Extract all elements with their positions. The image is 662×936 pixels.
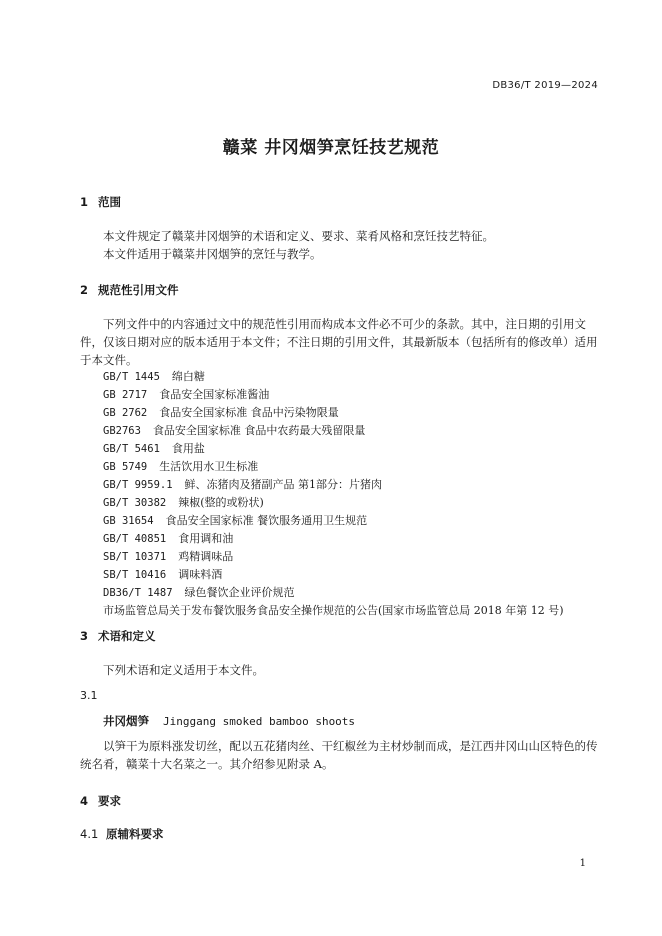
section-title: 范围	[98, 195, 121, 209]
section-number: 1	[80, 195, 89, 209]
term-definition: 以笋干为原料涨发切丝，配以五花猪肉丝、干红椒丝为主材炒制而成，是江西井冈山山区特色的传统名肴，赣菜十大名菜之一。其介绍参见附录 A。	[80, 739, 598, 771]
scope-paragraph-2: 本文件适用于赣菜井冈烟笋的烹饪与教学。	[103, 247, 322, 261]
section-3-heading	[80, 628, 156, 644]
section-title: 规范性引用文件	[98, 283, 179, 297]
reference-item: GB/T 40851 食用调和油	[103, 532, 234, 545]
term-chinese: 井冈烟笋	[103, 714, 149, 728]
subsection-title: 原辅料要求	[106, 827, 164, 841]
term-english: Jinggang smoked bamboo shoots	[163, 715, 356, 728]
normative-intro: 下列文件中的内容通过文中的规范性引用而构成本文件必不可少的条款。其中，注日期的引用文件，仅该日期对应的版本适用于本文件；不注日期的引用文件，其最新版本（包括所有的修改单）适用于本文件。	[80, 317, 598, 367]
reference-item: SB/T 10416 调味料酒	[103, 568, 223, 581]
reference-item: GB/T 5461 食用盐	[103, 442, 205, 455]
document-title: 赣菜 井冈烟笋烹饪技艺规范	[222, 138, 440, 158]
section-number: 3	[80, 629, 89, 643]
reference-item: GB 2762 食品安全国家标准 食品中污染物限量	[103, 406, 339, 419]
subsection-number: 4.1	[80, 827, 99, 841]
scope-paragraph-1: 本文件规定了赣菜井冈烟笋的术语和定义、要求、菜肴风格和烹饪技艺特征。	[103, 229, 494, 243]
term-number: 3.1	[80, 689, 98, 702]
subsection-4-1-heading	[80, 826, 164, 842]
reference-item: GB 2717 食品安全国家标准酱油	[103, 388, 270, 401]
section-4-heading	[80, 793, 121, 809]
reference-item: GB 5749 生活饮用水卫生标准	[103, 460, 259, 473]
reference-item: GB2763 食品安全国家标准 食品中农药最大残留限量	[103, 424, 366, 437]
section-title: 要求	[98, 794, 121, 808]
reference-item: GB/T 30382 辣椒(整的或粉状)	[103, 496, 264, 509]
term-entry	[103, 713, 355, 729]
section-number: 4	[80, 794, 89, 808]
reference-item: GB/T 9959.1 鲜、冻猪肉及猪副产品 第1部分：片猪肉	[103, 478, 383, 491]
section-number: 2	[80, 283, 89, 297]
section-1-heading	[80, 194, 121, 210]
reference-announcement: 市场监管总局关于发布餐饮服务食品安全操作规范的公告(国家市场监管总局 2018 年第 12 号)	[103, 604, 564, 617]
reference-item: DB36/T 1487 绿色餐饮企业评价规范	[103, 586, 295, 599]
reference-item: SB/T 10371 鸡精调味品	[103, 550, 234, 563]
page-number: 1	[579, 858, 586, 869]
terms-intro: 下列术语和定义适用于本文件。	[103, 663, 264, 677]
reference-item: GB/T 1445 绵白糖	[103, 370, 205, 383]
standard-code: DB36/T 2019—2024	[492, 80, 598, 91]
section-title: 术语和定义	[98, 629, 156, 643]
section-2-heading	[80, 282, 179, 298]
reference-item: GB 31654 食品安全国家标准 餐饮服务通用卫生规范	[103, 514, 368, 527]
